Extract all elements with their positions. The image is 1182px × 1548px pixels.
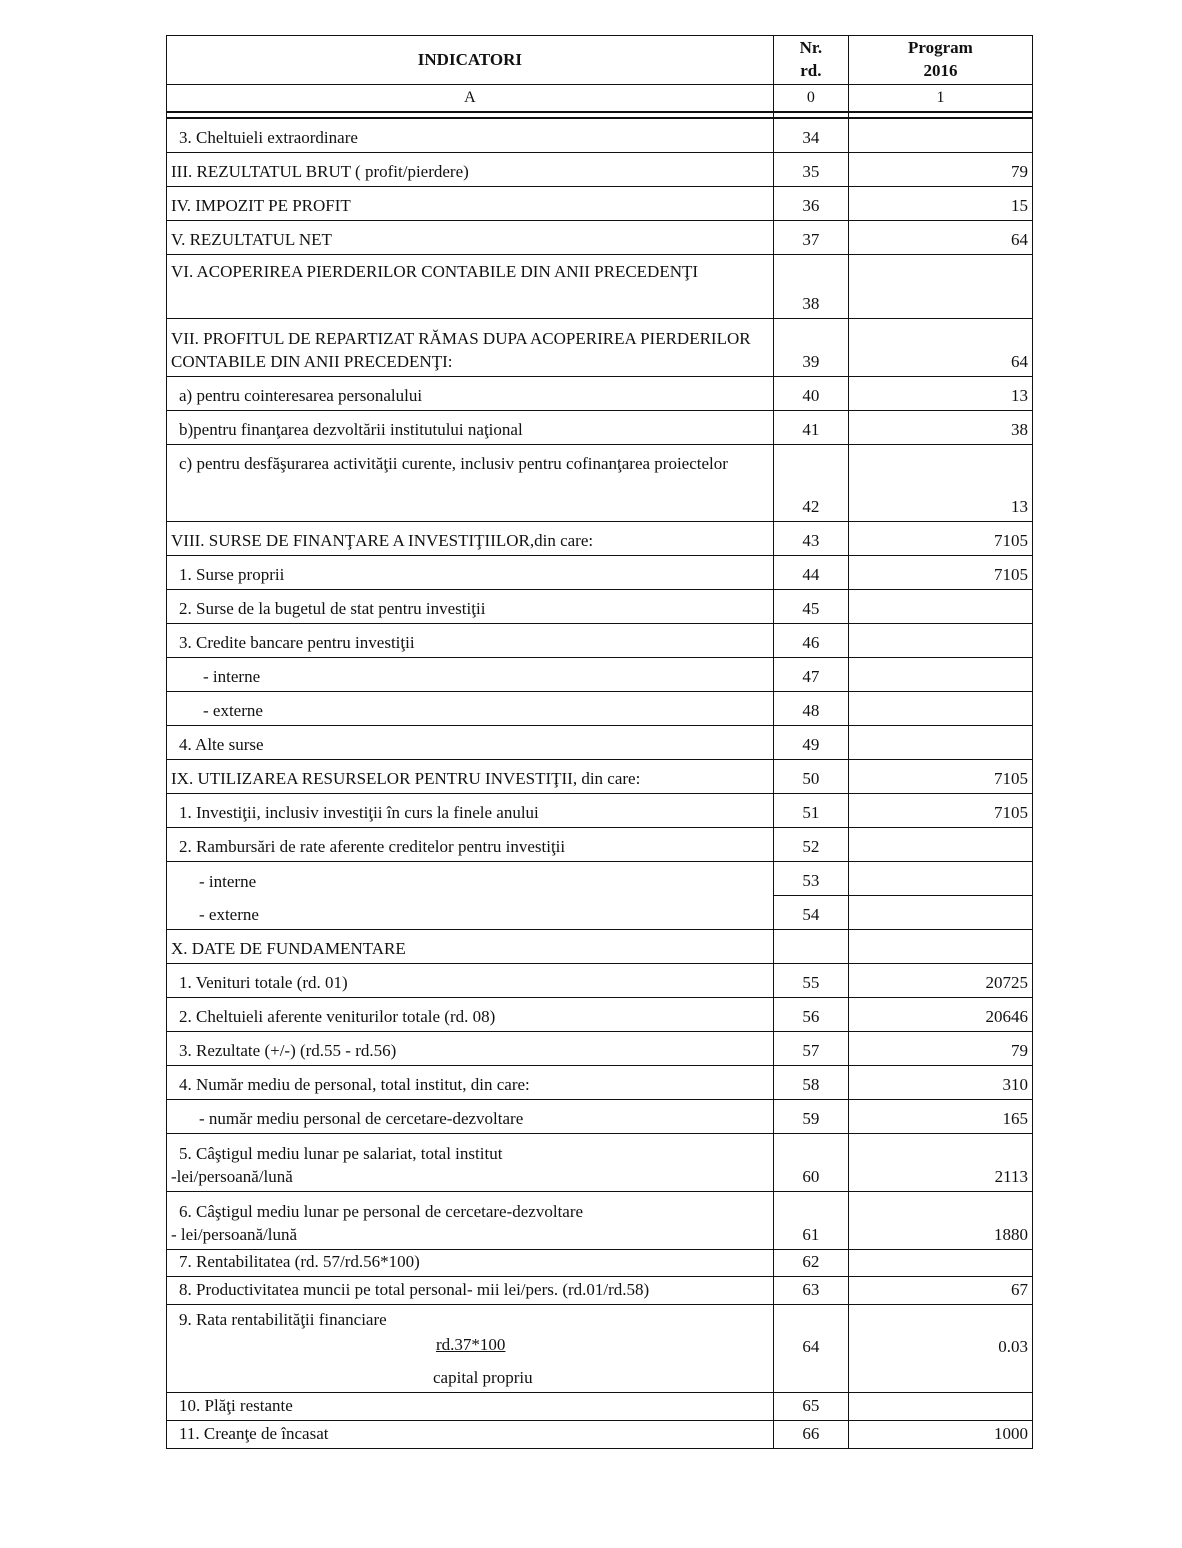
table-row — [167, 1420, 1033, 1448]
indicators-table — [166, 35, 1033, 1449]
table-row — [167, 255, 1033, 319]
row-value: 7105 — [848, 522, 1032, 556]
row-label: 3. Cheltuieli extraordinare — [167, 118, 774, 153]
row-label: - externe — [167, 896, 774, 930]
row-nr: 42 — [773, 445, 848, 522]
row-value: 13 — [848, 377, 1032, 411]
row-nr: 40 — [773, 377, 848, 411]
row-value: 79 — [848, 153, 1032, 187]
row-label: V. REZULTATUL NET — [167, 221, 774, 255]
table-row — [167, 1250, 1033, 1277]
row-label: 7. Rentabilitatea (rd. 57/rd.56*100) — [167, 1250, 774, 1277]
letter-a: A — [167, 85, 774, 113]
row-nr: 38 — [773, 255, 848, 319]
table-row — [167, 726, 1033, 760]
row-label: 2. Cheltuieli aferente veniturilor totale (rd. 08) — [167, 998, 774, 1032]
row-nr: 46 — [773, 624, 848, 658]
row-label: VII. PROFITUL DE REPARTIZAT RĂMAS DUPA ACOPERIREA PIERDERILOR CONTABILE DIN ANII PRECEDENŢI: — [167, 319, 774, 377]
row-value: 79 — [848, 1032, 1032, 1066]
row-nr: 43 — [773, 522, 848, 556]
row-value: 165 — [848, 1100, 1032, 1134]
row-nr: 52 — [773, 828, 848, 862]
header-indicatori: INDICATORI — [167, 36, 774, 85]
row-nr: 55 — [773, 964, 848, 998]
table-row — [167, 556, 1033, 590]
row-label: - număr mediu personal de cercetare-dezvoltare — [167, 1100, 774, 1134]
row-nr: 59 — [773, 1100, 848, 1134]
table-row — [167, 760, 1033, 794]
row-nr: 63 — [773, 1277, 848, 1305]
row-nr: 57 — [773, 1032, 848, 1066]
row-label — [167, 1134, 774, 1192]
row-nr: 53 — [773, 862, 848, 896]
row-label-line1: 5. Câştigul mediu lunar pe salariat, total institut — [179, 1144, 503, 1164]
table-row — [167, 1392, 1033, 1420]
row-nr: 56 — [773, 998, 848, 1032]
table-row — [167, 411, 1033, 445]
row-value — [848, 692, 1032, 726]
table-row — [167, 1192, 1033, 1250]
row-nr: 60 — [773, 1134, 848, 1192]
row-value: 20646 — [848, 998, 1032, 1032]
row-value — [848, 658, 1032, 692]
row-value: 20725 — [848, 964, 1032, 998]
row-nr: 44 — [773, 556, 848, 590]
row-value: 2113 — [848, 1134, 1032, 1192]
table-row — [167, 522, 1033, 556]
row-nr: 37 — [773, 221, 848, 255]
row-label: 1. Investiţii, inclusiv investiţii în curs la finele anului — [167, 794, 774, 828]
row-label: 2. Surse de la bugetul de stat pentru investiţii — [167, 590, 774, 624]
table-row — [167, 590, 1033, 624]
row-label: 8. Productivitatea muncii pe total personal- mii lei/pers. (rd.01/rd.58) — [167, 1277, 774, 1305]
row-label: 1. Venituri totale (rd. 01) — [167, 964, 774, 998]
row-nr: 54 — [773, 896, 848, 930]
row-label-line2: - lei/persoană/lună — [171, 1225, 298, 1245]
row-label: - externe — [167, 692, 774, 726]
row-label: IV. IMPOZIT PE PROFIT — [167, 187, 774, 221]
row-nr: 48 — [773, 692, 848, 726]
row-label: c) pentru desfăşurarea activităţii curente, inclusiv pentru cofinanţarea proiectelor — [167, 445, 774, 522]
fraction-numerator: rd.37*100 — [436, 1334, 506, 1354]
header-nr-rd: Nr. rd. — [773, 36, 848, 85]
row-label-line2: -lei/persoană/lună — [171, 1167, 293, 1187]
row-label: 4. Alte surse — [167, 726, 774, 760]
row-value: 7105 — [848, 794, 1032, 828]
row-value — [848, 118, 1032, 153]
row-nr: 58 — [773, 1066, 848, 1100]
table-row — [167, 896, 1033, 930]
row-nr: 36 — [773, 187, 848, 221]
row-nr: 45 — [773, 590, 848, 624]
table-row — [167, 862, 1033, 896]
row-nr: 35 — [773, 153, 848, 187]
row-value: 64 — [848, 221, 1032, 255]
table-row — [167, 1100, 1033, 1134]
table-row — [167, 319, 1033, 377]
row-nr: 62 — [773, 1250, 848, 1277]
row-label: - interne — [167, 658, 774, 692]
row-value: 13 — [848, 445, 1032, 522]
row-value — [848, 726, 1032, 760]
table-row — [167, 828, 1033, 862]
row-value — [848, 930, 1032, 964]
row-value: 0.03 — [848, 1305, 1032, 1393]
row-nr: 64 — [773, 1305, 848, 1393]
row-nr: 61 — [773, 1192, 848, 1250]
row-label: X. DATE DE FUNDAMENTARE — [167, 930, 774, 964]
row-value — [848, 828, 1032, 862]
table-row — [167, 1066, 1033, 1100]
row-label: - interne — [167, 862, 774, 896]
row-value — [848, 255, 1032, 319]
table-row — [167, 1032, 1033, 1066]
row-nr: 41 — [773, 411, 848, 445]
table-row — [167, 964, 1033, 998]
row-value — [848, 1250, 1032, 1277]
row-nr: 50 — [773, 760, 848, 794]
row-label: a) pentru cointeresarea personalului — [167, 377, 774, 411]
fraction — [179, 1334, 769, 1390]
row-label: IX. UTILIZAREA RESURSELOR PENTRU INVESTIŢII, din care: — [167, 760, 774, 794]
table-row — [167, 1277, 1033, 1305]
letter-1: 1 — [848, 85, 1032, 113]
table-row — [167, 221, 1033, 255]
row-value: 1880 — [848, 1192, 1032, 1250]
table-row — [167, 187, 1033, 221]
row-nr: 66 — [773, 1420, 848, 1448]
table-row — [167, 692, 1033, 726]
row-value: 7105 — [848, 556, 1032, 590]
row-value: 64 — [848, 319, 1032, 377]
row-label: 11. Creanţe de încasat — [167, 1420, 774, 1448]
row-label-line1: 6. Câştigul mediu lunar pe personal de cercetare-dezvoltare — [179, 1202, 584, 1222]
row-value: 7105 — [848, 760, 1032, 794]
row-value — [848, 862, 1032, 896]
row-nr — [773, 930, 848, 964]
row-label — [167, 1192, 774, 1250]
table-row — [167, 658, 1033, 692]
row-value: 310 — [848, 1066, 1032, 1100]
row-nr: 65 — [773, 1392, 848, 1420]
row-label-line1: 9. Rata rentabilităţii financiare — [179, 1310, 387, 1329]
row-value — [848, 896, 1032, 930]
table-row — [167, 377, 1033, 411]
table-row — [167, 794, 1033, 828]
row-value — [848, 590, 1032, 624]
row-value — [848, 624, 1032, 658]
row-value: 38 — [848, 411, 1032, 445]
row-nr: 47 — [773, 658, 848, 692]
row-nr: 39 — [773, 319, 848, 377]
row-label: 3. Rezultate (+/-) (rd.55 - rd.56) — [167, 1032, 774, 1066]
letter-0: 0 — [773, 85, 848, 113]
header-program-2016: Program 2016 — [848, 36, 1032, 85]
row-value: 1000 — [848, 1420, 1032, 1448]
table-row — [167, 118, 1033, 153]
row-value — [848, 1392, 1032, 1420]
column-letters-row — [167, 85, 1033, 113]
row-label: VI. ACOPERIREA PIERDERILOR CONTABILE DIN ANII PRECEDENŢI — [167, 255, 774, 319]
row-label: III. REZULTATUL BRUT ( profit/pierdere) — [167, 153, 774, 187]
fraction-denominator: capital propriu — [433, 1367, 533, 1387]
row-label: VIII. SURSE DE FINANŢARE A INVESTIŢIILOR,din care: — [167, 522, 774, 556]
row-label: 4. Număr mediu de personal, total institut, din care: — [167, 1066, 774, 1100]
row-nr: 51 — [773, 794, 848, 828]
row-nr: 34 — [773, 118, 848, 153]
table-row — [167, 1305, 1033, 1393]
row-label: 1. Surse proprii — [167, 556, 774, 590]
table-row — [167, 153, 1033, 187]
table-row — [167, 1134, 1033, 1192]
table-row — [167, 998, 1033, 1032]
row-value: 15 — [848, 187, 1032, 221]
row-label: 10. Plăţi restante — [167, 1392, 774, 1420]
table-row — [167, 930, 1033, 964]
row-value: 67 — [848, 1277, 1032, 1305]
row-label: b)pentru finanţarea dezvoltării institutului naţional — [167, 411, 774, 445]
table-row — [167, 624, 1033, 658]
row-nr: 49 — [773, 726, 848, 760]
table-row — [167, 445, 1033, 522]
row-label: 2. Rambursări de rate aferente creditelor pentru investiţii — [167, 828, 774, 862]
row-label — [167, 1305, 774, 1393]
header-row — [167, 36, 1033, 85]
row-label: 3. Credite bancare pentru investiţii — [167, 624, 774, 658]
